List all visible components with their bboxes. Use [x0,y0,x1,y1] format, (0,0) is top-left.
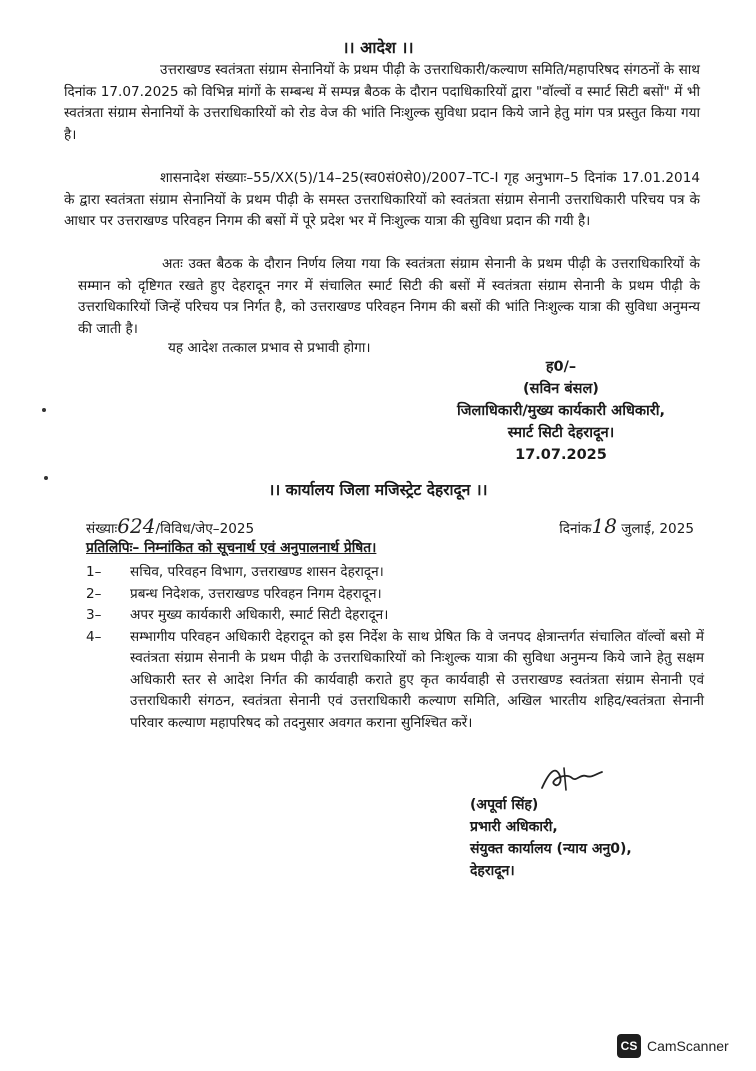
list-item: 4– सम्भागीय परिवहन अधिकारी देहरादून को इस निर्देश के साथ प्रेषित कि वे जनपद क्षेत्रान्तर्गत संचालित वॉल्वों बसो में स्वतंत्रता संग्राम सेनानी के प्रथम पीढ़ी के उत्तराधिकारियों को निःशुल्क यात्रा की सुविधा अनुमन्य किये जाने हेतु सक्षम अधिकारी स्तर से आदेश निर्गत की कार्यवाही कराते हुए कृत कार्यवाही से उत्तराखण्ड स्वतंत्रता संग्राम सेनानी एवं उत्तराधिकारी संगठन, स्वतंत्रता सेनानी एवं उत्तराधिकारी कल्याण समिति, अखिल भारतीय शहिद/स्वतंत्रता सेनानी परिवार कल्याण महापरिषद को तदनुसार अवगत कराना सुनिश्चित करें। [86,628,704,731]
handwritten-day: 18 [591,514,617,538]
camscanner-icon: CS [617,1034,641,1058]
officer-place: देहरादून। [470,863,515,879]
handwritten-signature [536,762,606,794]
paragraph-4: यह आदेश तत्काल प्रभाव से प्रभावी होगा। [168,340,371,356]
order-title: ।। आदेश ।। [342,38,414,57]
officer-designation: प्रभारी अधिकारी, [470,819,558,835]
signatory-designation: जिलाधिकारी/मुख्य कार्यकारी अधिकारी, [456,403,666,419]
paragraph-2: शासनादेश संख्याः–55/XX(5)/14–25(स्व0सं0से0)/2007–TC-I गृह अनुभाग–5 दिनांक 17.01.2014 के द्वारा स्वतंत्रता संग्राम सेनानियों के प्रथम पीढ़ी के समस्त उत्तराधिकारियों को स्वतंत्रता संग्राम सेनानी उत्तराधिकारी परिचय पत्र के आधार पर उत्तराखण्ड परिवहन निगम की बसों में पूरे प्रदेश भर में निःशुल्क यात्रा की सुविधा प्रदान की गयी है। [64,170,700,230]
paragraph-3: अतः उक्त बैठक के दौरान निर्णय लिया गया कि स्वतंत्रता संग्राम सेनानी के प्रथम पीढ़ी के उत्तराधिकारियों के सम्मान को दृष्टिगत रखते हुए देहरादून नगर में संचालित स्मार्ट सिटी की बसों में स्वतंत्रता संग्राम सेनानी के प्रथम पीढ़ी के उत्तराधिकारियों जिन्हें परिचय पत्र निर्गत है, को उत्तराखण्ड परिवहन निगम की बसों की भांति निःशुल्क यात्रा की सुविधा अनुमन्य की जाती है। [78,256,700,337]
officer-name: (अपूर्वा सिंह) [470,797,539,813]
camscanner-watermark [617,1034,729,1058]
signature-block-dm [436,356,686,466]
copy-list [86,562,704,734]
camscanner-label: CamScanner [647,1038,729,1054]
signatory-organisation: स्मार्ट सिटी देहरादून। [507,425,615,441]
signature-block-officer [470,762,700,882]
signatory-name: (सविन बंसल) [523,381,599,397]
reference-line [86,514,694,538]
officer-office: संयुक्त कार्यालय (न्याय अनु0), [470,841,632,857]
scan-speck [42,408,46,412]
reference-number: संख्याः624/विविध/जेए–2025 [86,514,255,538]
handwritten-number: 624 [117,514,156,538]
reference-date: दिनांक18 जुलाई, 2025 [559,514,694,538]
copy-heading: प्रतिलिपिः– निम्नांकित को सूचनार्थ एवं अनुपालनार्थ प्रेषित। [86,540,377,556]
signed-mark: ह0/– [545,359,577,375]
signature-date: 17.07.2025 [515,447,607,463]
list-item: 2– प्रबन्ध निदेशक, उत्तराखण्ड परिवहन निगम देहरादून। [86,585,382,602]
office-title: ।। कार्यालय जिला मजिस्ट्रेट देहरादून ।। [268,481,488,499]
paragraph-1: उत्तराखण्ड स्वतंत्रता संग्राम सेनानियों के प्रथम पीढ़ी के उत्तराधिकारी/कल्याण समिति/महापरिषद संगठनों के साथ दिनांक 17.07.2025 को विभिन्न मांगों के सम्बन्ध में सम्पन्न बैठक के दौरान पदाधिकारियों द्वारा "वॉल्वों व स्मार्ट सिटी बसों" में भी स्वतंत्रता संग्राम सेनानियों के उत्तराधिकारियों को रोड वेज की भांति निःशुल्क सुविधा प्रदान किये जाने हेतु मांग पत्र प्रस्तुत किया गया है। [64,62,700,143]
list-item: 1– सचिव, परिवहन विभाग, उत्तराखण्ड शासन देहरादून। [86,564,384,580]
list-item: 3– अपर मुख्य कार्यकारी अधिकारी, स्मार्ट सिटी देहरादून। [86,607,389,623]
